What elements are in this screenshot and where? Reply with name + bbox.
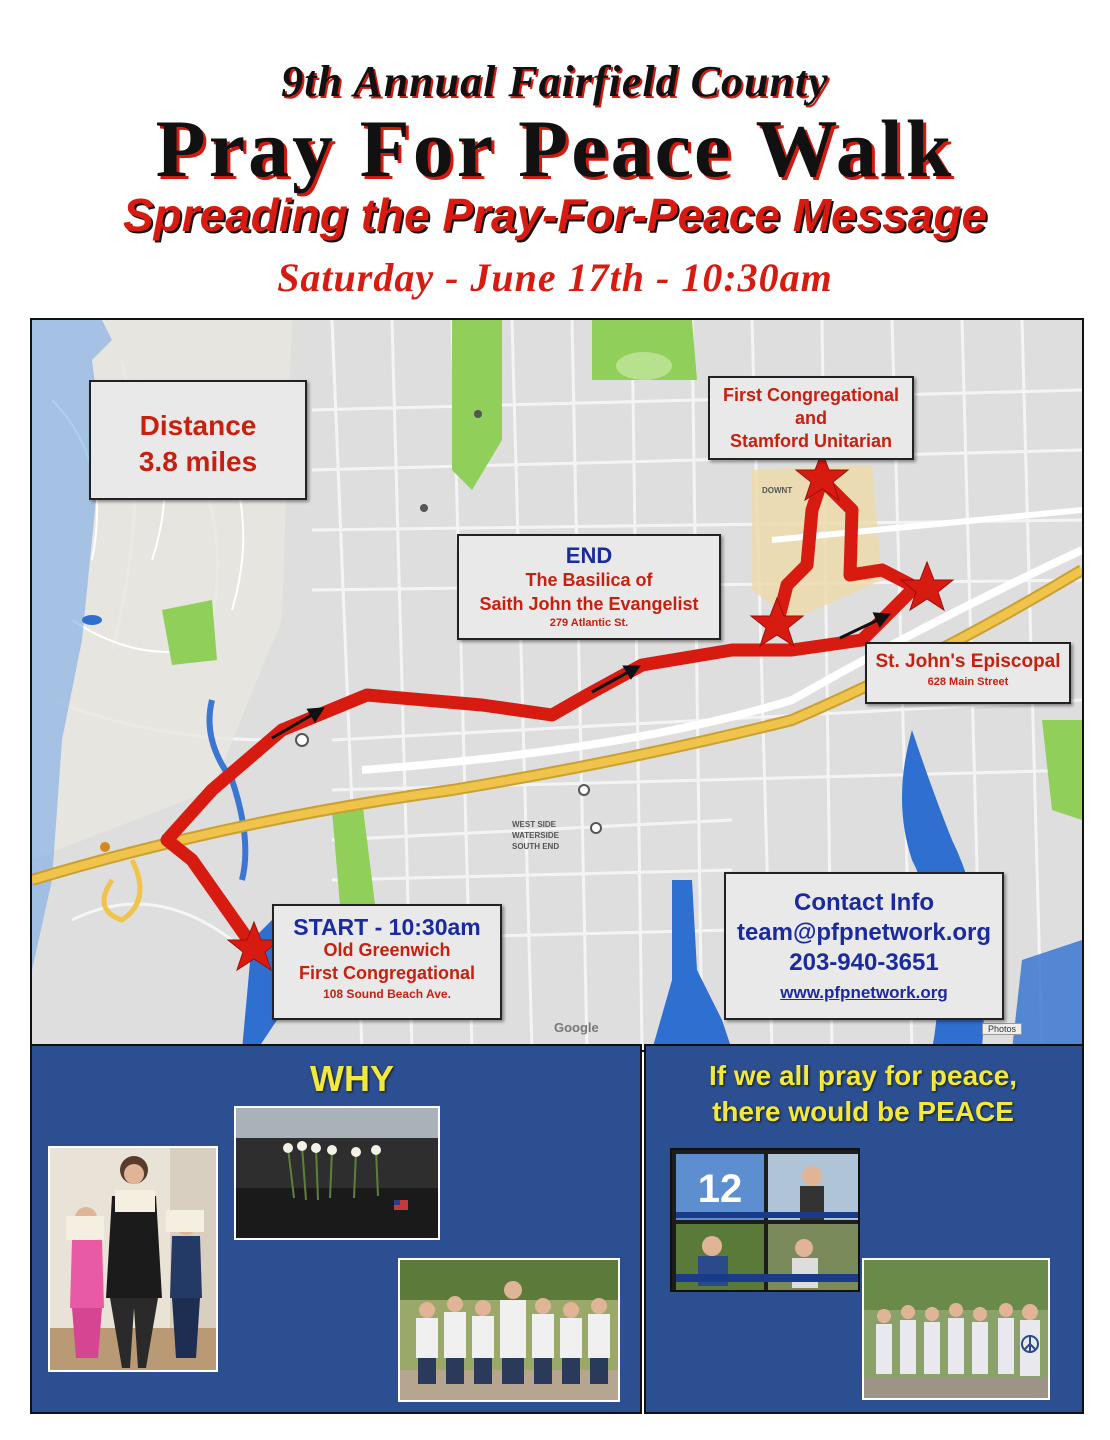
- first-congregational-box: [708, 376, 914, 460]
- distance-label: Distance: [139, 410, 257, 441]
- start-box: [272, 904, 502, 1020]
- contact-box: [724, 872, 1004, 1020]
- route-map[interactable]: [30, 318, 1084, 1052]
- start-line1: Old Greenwich: [323, 940, 451, 960]
- flyer-subtitle-annual: 9th Annual Fairfield County: [281, 57, 829, 106]
- contact-email[interactable]: team@pfpnetwork.org: [736, 919, 992, 946]
- map-label-neighborhood-waterside: WATERSIDE: [512, 831, 559, 840]
- first-congregational-line3: Stamford Unitarian: [729, 431, 893, 451]
- start-address: 108 Sound Beach Ave.: [323, 987, 451, 1001]
- peace-message: [646, 1058, 1080, 1130]
- peace-message-line1: If we all pray for peace,: [708, 1060, 1018, 1091]
- st-johns-box: [865, 642, 1071, 704]
- why-title: WHY: [310, 1058, 394, 1099]
- start-line2: First Congregational: [298, 963, 475, 983]
- contact-phone: 203-940-3651: [789, 949, 939, 976]
- flyer-title: Pray For Peace Walk: [155, 103, 955, 194]
- photos-button[interactable]: Photos: [982, 1023, 1022, 1035]
- google-logo: Google: [554, 1020, 599, 1035]
- end-box: [457, 534, 721, 640]
- event-date-time: Saturday - June 17th - 10:30am: [277, 255, 833, 300]
- contact-website-link[interactable]: www.pfpnetwork.org: [780, 983, 948, 1002]
- why-panel: [30, 1044, 642, 1414]
- st-johns-name: St. John's Episcopal: [875, 651, 1061, 672]
- peace-panel: [644, 1044, 1084, 1414]
- flyer-tagline: Spreading the Pray-For-Peace Message: [122, 189, 988, 241]
- map-label-neighborhood-west-side: WEST SIDE: [512, 820, 557, 829]
- peace-message-line2: there would be PEACE: [712, 1096, 1014, 1127]
- contact-title: Contact Info: [794, 889, 934, 916]
- photo-children-group: [398, 1258, 620, 1402]
- map-label-neighborhood-south-end: SOUTH END: [512, 842, 560, 851]
- st-johns-address: 628 Main Street: [927, 676, 1009, 688]
- end-title: END: [565, 543, 613, 568]
- first-congregational-line1: First Congregational: [722, 385, 899, 405]
- photo-memorial-roses: [234, 1106, 440, 1240]
- end-address: 279 Atlantic St.: [549, 617, 629, 629]
- photo-family-with-signs: [48, 1146, 218, 1372]
- end-line2: Saith John the Evangelist: [479, 594, 699, 614]
- distance-box: [89, 380, 307, 500]
- start-title: START - 10:30am: [293, 914, 481, 940]
- photo-walkers-group: [862, 1258, 1050, 1400]
- svg-text:12: 12: [697, 1167, 743, 1211]
- map-label-downtown: DOWNT: [762, 486, 793, 495]
- photo-tv-news-collage: [670, 1148, 860, 1292]
- first-congregational-line2: and: [794, 408, 827, 428]
- end-line1: The Basilica of: [525, 570, 653, 590]
- distance-value: 3.8 miles: [138, 446, 258, 477]
